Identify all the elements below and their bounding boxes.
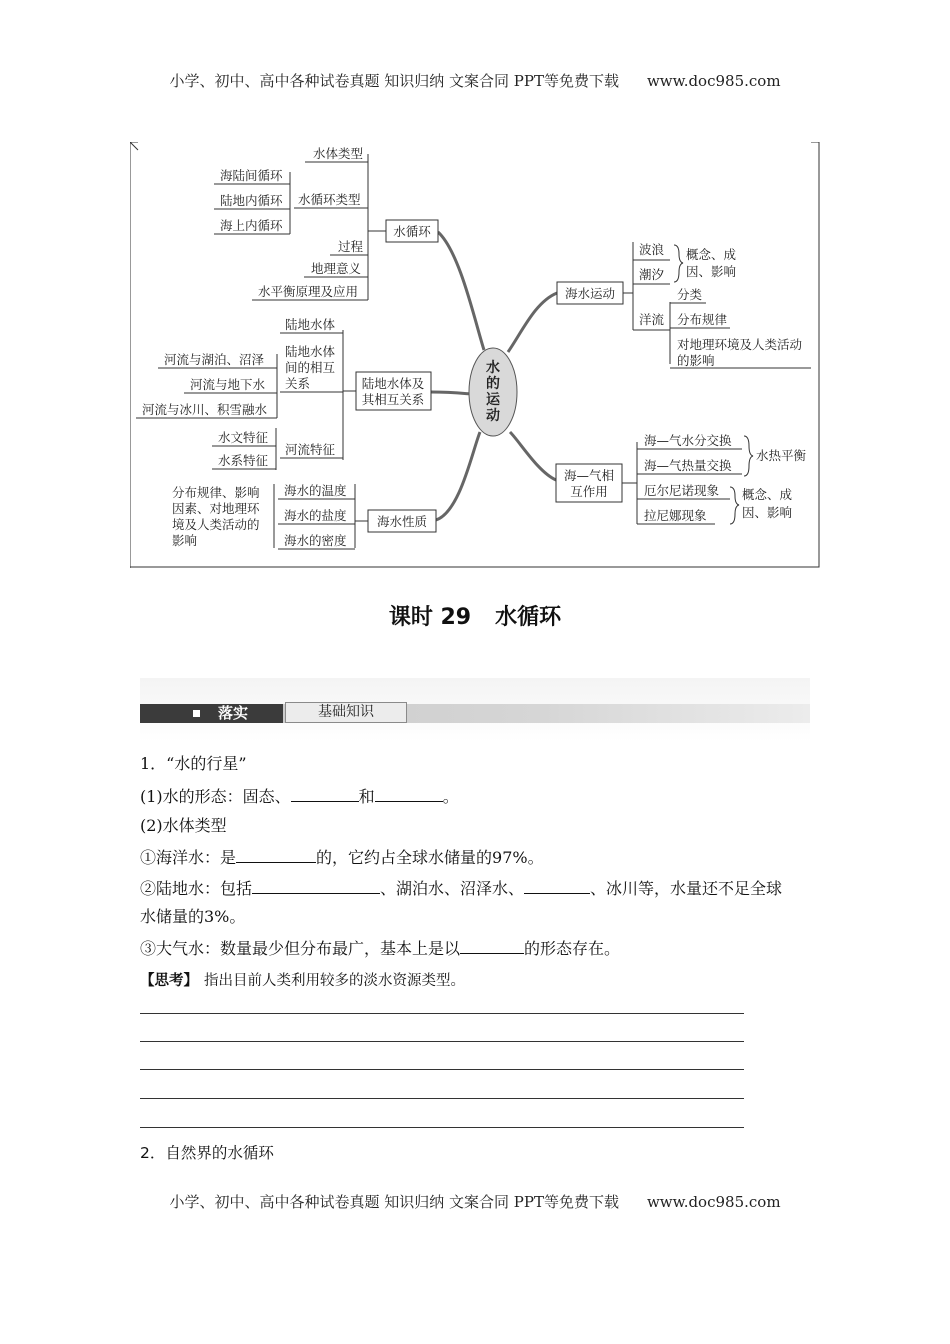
node-prop-note-1: 分布规律、影响 [172,485,260,500]
lesson-title [0,600,950,631]
node-cur-note-1: 对地理环境及人类活动 [677,337,803,352]
node-current: 洋流 [639,312,665,327]
think-text: 指出目前人类利用较多的淡水资源类型。 [204,973,465,989]
node-mutual-1: 陆地水体 [285,344,336,359]
answer-line[interactable] [140,1127,744,1128]
header-site: www.doc985.com [646,72,781,90]
node-river-feat: 河流特征 [285,442,336,457]
node-land-body: 陆地水体 [285,317,336,332]
blank[interactable] [460,938,524,954]
node-cycle-2: 陆地内循环 [220,193,283,208]
node-sea-temp: 海水的温度 [284,483,347,498]
banner-tab: 基础知识 [285,702,407,723]
blank[interactable] [252,878,380,894]
node-cycle-1: 海陆间循环 [220,168,283,183]
node-sea-air-2: 互作用 [570,484,608,499]
water-body-types-heading: (2)水体类型 [140,816,227,835]
question-ocean: ①海洋水：是 的，它约占全球水储量的97%。 [140,848,544,867]
node-process: 过程 [338,239,364,254]
question-land-cont: 水储量的3%。 [140,907,246,926]
node-waves: 波浪 [639,242,665,257]
lesson-number: 课时 29 [388,605,472,630]
node-cur-dist: 分布规律 [677,312,728,327]
answer-line[interactable] [140,1069,744,1070]
node-prop-note-3: 境及人类活动的 [172,517,260,532]
answer-line[interactable] [140,1013,744,1014]
node-phen-1: 厄尔尼诺现象 [644,483,720,498]
node-cur-type: 分类 [677,287,703,302]
banner-label: 落实 [218,704,249,722]
node-wave-note-2: 因、影响 [686,264,737,279]
node-phen-2: 拉尼娜现象 [644,508,707,523]
node-phen-note-2: 因、影响 [742,505,793,520]
question-atmosphere: ③大气水：数量最少但分布最广，基本上是以 的形态存在。 [140,939,621,958]
center-char-3: 运 [486,392,500,408]
lesson-name: 水循环 [495,605,562,630]
page-header [0,70,950,91]
node-tide: 潮汐 [639,267,665,282]
mind-map [130,142,820,568]
blank[interactable] [236,847,316,863]
center-char-4: 动 [486,408,500,424]
node-land-water-2: 其相互关系 [361,392,425,407]
blank[interactable] [291,786,359,802]
node-prop-note-2: 因素、对地理环 [172,501,260,516]
node-cur-note-2: 的影响 [677,353,715,368]
footer-text: 小学、初中、高中各种试卷真题 知识归纳 文案合同 PPT等免费下载 [169,1193,619,1211]
node-phen-note-1: 概念、成 [742,487,793,502]
node-feat-1: 水文特征 [218,430,269,445]
node-sea-air-1: 海—气相 [563,468,615,483]
node-wave-note-1: 概念、成 [686,247,737,262]
think-label: 【思考】 [140,973,198,989]
node-mutual-3: 关系 [285,376,311,391]
question-land: ②陆地水：包括 、湖泊水、沼泽水、 、冰川等，水量还不足全球 [140,879,783,898]
node-water-cycle: 水循环 [393,224,431,239]
node-exch-1: 海—气水分交换 [644,433,732,448]
answer-line[interactable] [140,1041,744,1042]
square-bullet-icon [193,710,200,717]
section-banner [140,678,810,742]
node-meaning: 地理意义 [311,261,362,276]
node-sea-salt: 海水的盐度 [284,508,347,523]
node-rel-1: 河流与湖泊、沼泽 [164,352,265,367]
node-cycle-3: 海上内循环 [220,218,283,233]
node-sea-motion: 海水运动 [564,286,616,301]
frame-left-edge [130,142,138,568]
node-heat-balance: 水热平衡 [756,448,807,463]
answer-line[interactable] [140,1098,744,1099]
question-forms: (1)水的形态：固态、 和 。 [140,787,459,806]
node-mutual-2: 间的相互 [285,360,336,375]
blank[interactable] [524,878,590,894]
node-rel-2: 河流与地下水 [190,377,266,392]
center-char-2: 的 [486,376,500,392]
blank[interactable] [375,786,443,802]
header-text: 小学、初中、高中各种试卷真题 知识归纳 文案合同 PPT等免费下载 [169,72,619,90]
node-sea-dens: 海水的密度 [284,533,347,548]
section2-heading: 2．自然界的水循环 [140,1144,274,1162]
footer-site: www.doc985.com [646,1193,781,1211]
node-cycle-types: 水循环类型 [298,192,361,207]
node-balance: 水平衡原理及应用 [258,284,359,299]
page-footer [0,1191,950,1212]
section1-heading: 1．“水的行星” [140,754,247,773]
node-body-types: 水体类型 [313,146,364,161]
node-exch-2: 海—气热量交换 [644,458,732,473]
think-question [140,971,812,991]
node-sea-prop: 海水性质 [376,514,428,529]
node-land-water-1: 陆地水体及 [361,376,425,391]
node-prop-note-4: 影响 [172,533,198,548]
node-feat-2: 水系特征 [218,453,269,468]
node-rel-3: 河流与冰川、积雪融水 [142,402,268,417]
center-char-1: 水 [486,360,500,376]
